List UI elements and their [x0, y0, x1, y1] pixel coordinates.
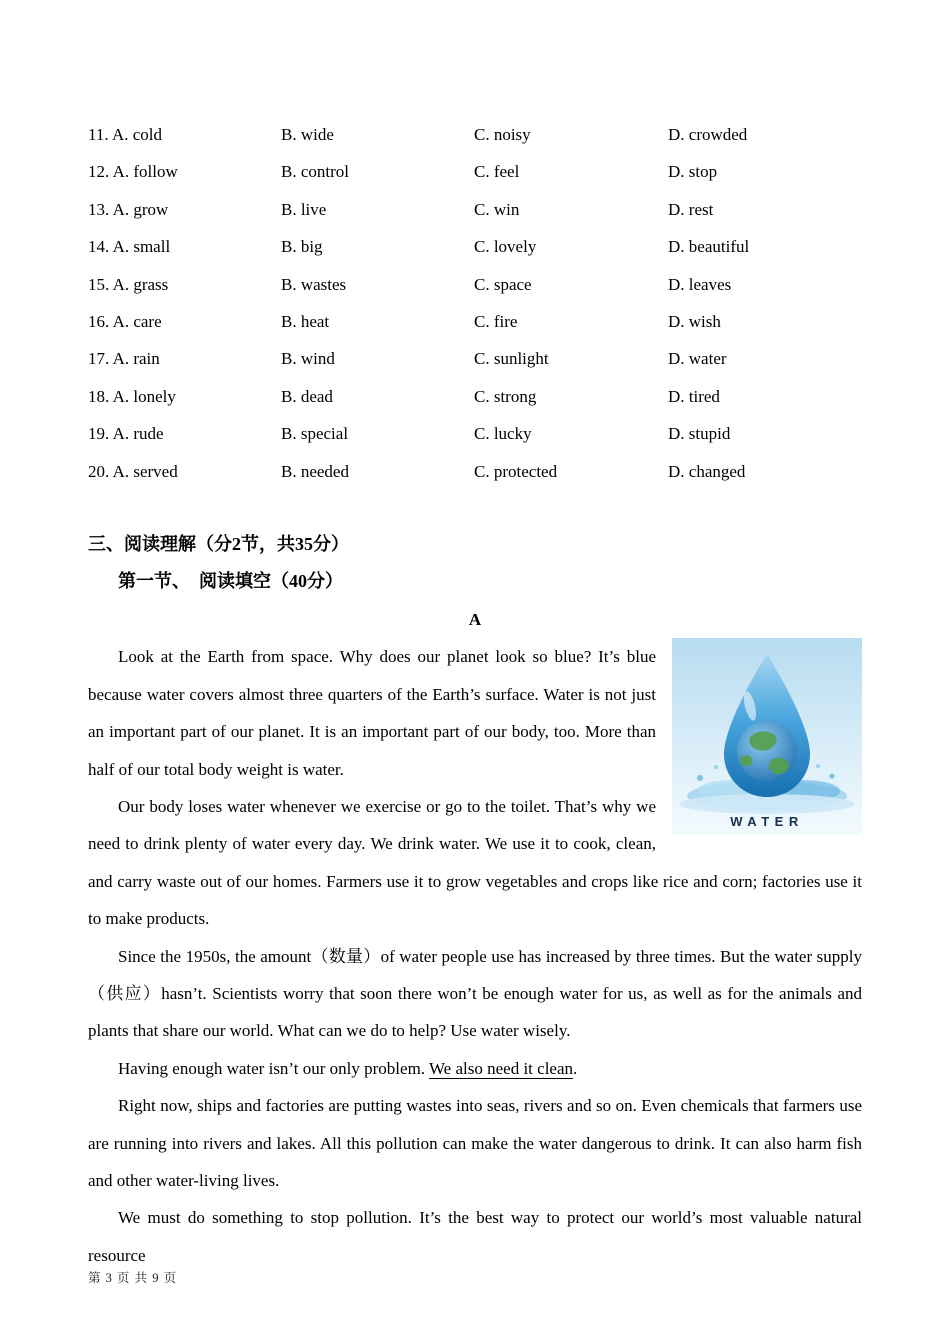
paragraph-4-underlined-text: We also need it clean — [429, 1058, 574, 1078]
question-option-c: C. space — [474, 274, 532, 294]
question-option-d: D. wish — [668, 312, 721, 332]
question-option-a — [88, 453, 281, 490]
question-row-16 — [88, 303, 862, 340]
question-number: 17. — [88, 349, 110, 369]
question-option-d: D. changed — [668, 461, 746, 481]
question-row-11 — [88, 116, 862, 153]
paragraph-4-trailing-text: . — [573, 1058, 578, 1078]
water-image-caption: WATER — [730, 814, 804, 830]
question-option-c: C. protected — [474, 461, 558, 481]
passage-paragraph-4 — [88, 1050, 862, 1087]
question-option-d: D. stop — [668, 162, 718, 182]
question-number: 14. — [88, 237, 110, 257]
question-option-b: B. wide — [281, 125, 334, 144]
question-option-a — [88, 378, 281, 415]
question-option-b: B. needed — [281, 461, 349, 481]
question-option-a — [88, 191, 281, 228]
question-number: 11. — [88, 125, 109, 144]
option-a-label: A. rain — [112, 349, 160, 369]
question-option-a — [88, 228, 281, 265]
question-option-c: C. feel — [474, 162, 520, 182]
question-row-19 — [88, 415, 862, 452]
question-option-d: D. beautiful — [668, 237, 750, 257]
reading-section-title: 三、阅读理解（分2节，共35分） — [88, 534, 349, 555]
option-a-label: A. lonely — [112, 386, 176, 406]
earth-globe-shape — [737, 721, 797, 781]
question-number: 20. — [88, 461, 110, 481]
question-option-b: B. wastes — [281, 274, 347, 294]
question-row-15 — [88, 266, 862, 303]
option-a-label: A. small — [112, 237, 171, 257]
question-row-12 — [88, 153, 862, 190]
question-option-b: B. special — [281, 424, 349, 444]
question-option-a — [88, 266, 281, 303]
question-option-a — [88, 153, 281, 190]
question-option-d: D. rest — [668, 199, 714, 219]
question-option-d: D. tired — [668, 386, 720, 406]
question-number: 13. — [88, 199, 110, 219]
question-option-d: D. crowded — [668, 125, 748, 144]
question-row-13 — [88, 191, 862, 228]
passage-paragraph-3: Since the 1950s, the amount（数量）of water people use has increased by three times. But the water supply（供应）hasn’t. Scientists worry that soon there won’t be enough water for us, as well as for the animals and plants that share our world. What can we do to help? Use water wisely. — [88, 946, 862, 1041]
question-option-c: C. sunlight — [474, 349, 549, 369]
question-row-20 — [88, 453, 862, 490]
reading-passage — [88, 638, 862, 1274]
paragraph-4-lead-text: Having enough water isn’t our only problem. — [118, 1058, 429, 1078]
question-option-b: B. dead — [281, 386, 333, 406]
question-option-d: D. water — [668, 349, 727, 369]
question-option-a — [88, 340, 281, 377]
question-option-a — [88, 415, 281, 452]
question-number: 18. — [88, 386, 110, 406]
option-a-label: A. follow — [112, 162, 178, 182]
option-a-label: A. grass — [112, 274, 169, 294]
option-a-label: A. grow — [112, 199, 169, 219]
passage-paragraph-1: Look at the Earth from space. Why does our planet look so blue? It’s blue because water covers almost three quarters of the Earth’s surface. Water is not just an important part of our planet. It is an important part of our body, too. More than half of our total body weight is water. — [88, 647, 656, 779]
water-drop-illustration — [672, 638, 862, 835]
question-option-c: C. noisy — [474, 125, 531, 144]
passage-paragraph-2: Our body loses water whenever we exercise or go to the toilet. That’s why we need to drink plenty of water every day. We drink water. We use it to cook, clean, and carry waste out of our homes. Farmers use it to grow vegetables and crops like rice and corn; factories use it to make products. — [88, 796, 862, 929]
option-a-label: A. served — [112, 461, 178, 481]
option-a-label: A. care — [112, 312, 162, 332]
question-option-b: B. heat — [281, 312, 330, 332]
question-option-c: C. strong — [474, 386, 537, 406]
passage-label: A — [468, 609, 482, 629]
question-number: 15. — [88, 274, 110, 294]
question-option-a — [88, 116, 281, 153]
question-row-14 — [88, 228, 862, 265]
passage-paragraph-6: We must do something to stop pollution. It’s the best way to protect our world’s most valuable natural resource — [88, 1208, 862, 1265]
question-number: 12. — [88, 162, 110, 182]
question-option-d: D. leaves — [668, 274, 732, 294]
question-number: 19. — [88, 424, 110, 444]
option-a-label: A. rude — [112, 424, 164, 444]
question-number: 16. — [88, 312, 110, 332]
question-option-b: B. big — [281, 237, 323, 257]
option-a-label: A. cold — [111, 125, 162, 144]
reading-subsection-title: 第一节、 阅读填空（40分） — [118, 571, 343, 592]
question-option-c: C. lucky — [474, 424, 532, 444]
question-option-c: C. win — [474, 199, 520, 219]
question-row-18 — [88, 378, 862, 415]
question-option-c: C. fire — [474, 312, 518, 332]
question-option-b: B. live — [281, 199, 327, 219]
question-option-b: B. control — [281, 162, 349, 182]
water-image — [672, 638, 862, 835]
question-option-b: B. wind — [281, 349, 335, 369]
page-footer: 第 3 页 共 9 页 — [88, 1271, 178, 1285]
question-option-c: C. lovely — [474, 237, 537, 257]
question-option-d: D. stupid — [668, 424, 731, 444]
question-option-a — [88, 303, 281, 340]
cloze-options-list — [88, 116, 862, 490]
passage-paragraph-5: Right now, ships and factories are putting wastes into seas, rivers and so on. Even chemicals that farmers use are running into rivers and lakes. All this pollution can make the water dangerous to drink. It can also harm fish and other water-living lives. — [88, 1096, 862, 1190]
question-row-17 — [88, 340, 862, 377]
